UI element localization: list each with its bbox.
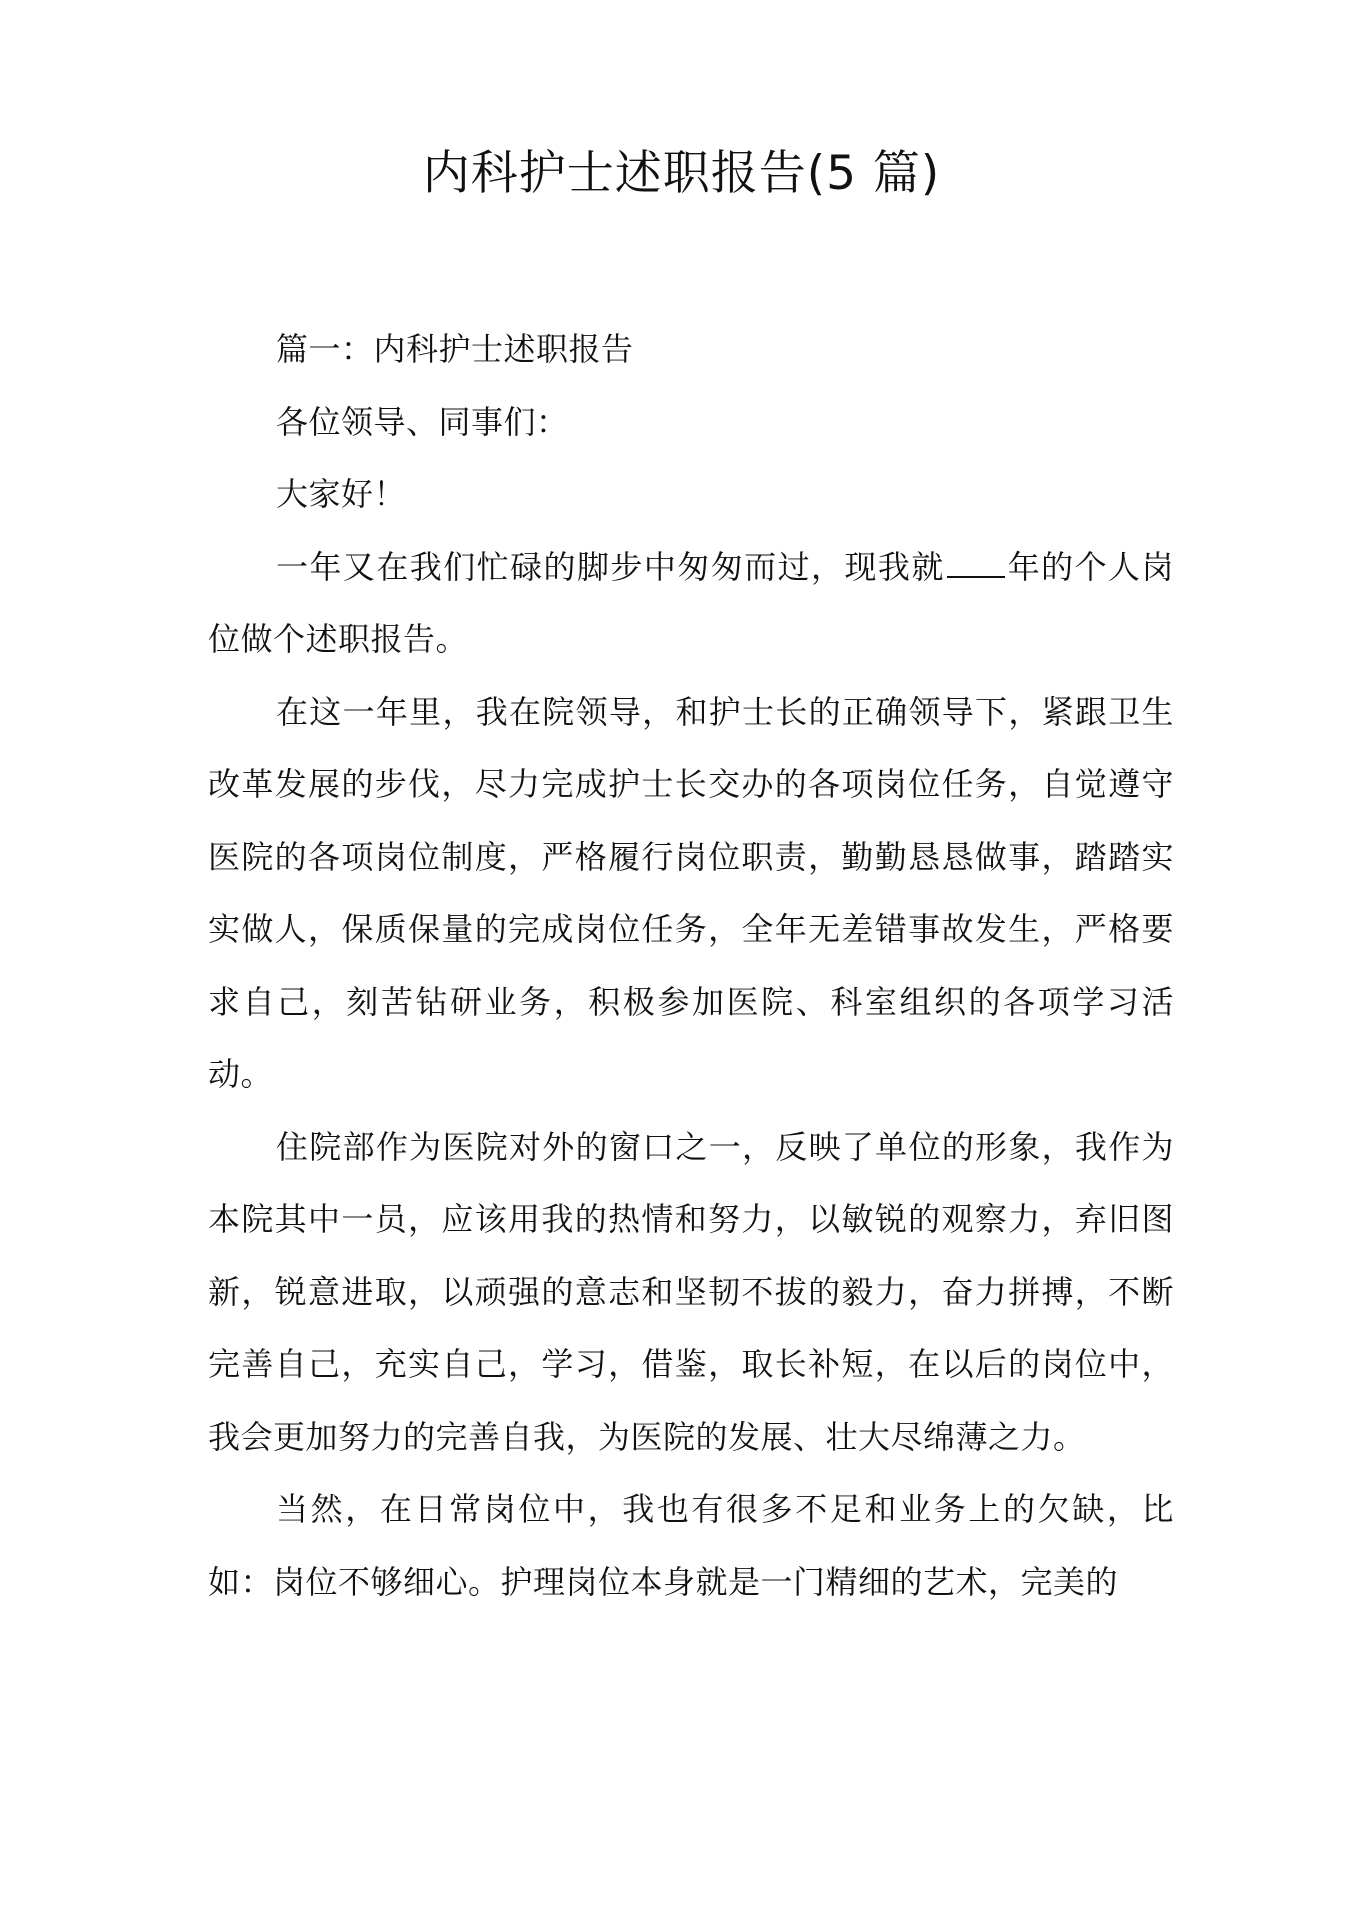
paragraph-1-tail: 年的个人岗位做个述职报告。 [208, 547, 1174, 658]
document-body [208, 313, 1174, 1618]
paragraph-1 [208, 531, 1174, 676]
paragraph-3: 住院部作为医院对外的窗口之一，反映了单位的形象，我作为本院其中一员，应该用我的热情和努力，以敏锐的观察力，弃旧图新，锐意进取，以顽强的意志和坚韧不拔的毅力，奋力拼搏，不断完善自己，充实自己，学习，借鉴，取长补短，在以后的岗位中，我会更加努力的完善自我，为医院的发展、壮大尽绵薄之力。 [208, 1127, 1174, 1456]
fill-in-blank [947, 550, 1005, 578]
section-heading: 篇一：内科护士述职报告 [276, 330, 634, 368]
paragraph-1-lead: 一年又在我们忙碌的脚步中匆匆而过，现我就 [276, 547, 945, 586]
greeting: 大家好！ [276, 475, 407, 513]
salutation: 各位领导、同事们： [276, 402, 569, 441]
paragraph-4: 当然，在日常岗位中，我也有很多不足和业务上的欠缺，比如：岗位不够细心。护理岗位本身就是一门精细的艺术，完美的 [208, 1490, 1174, 1601]
paragraph-2: 在这一年里，我在院领导，和护士长的正确领导下，紧跟卫生改革发展的步伐，尽力完成护士长交办的各项岗位任务，自觉遵守医院的各项岗位制度，严格履行岗位职责，勤勤恳恳做事，踏踏实实做人，保质保量的完成岗位任务，全年无差错事故发生，严格要求自己，刻苦钻研业务，积极参加医院、科室组织的各项学习活动。 [208, 692, 1174, 1093]
document-title: 内科护士述职报告(5 篇) [422, 146, 941, 201]
